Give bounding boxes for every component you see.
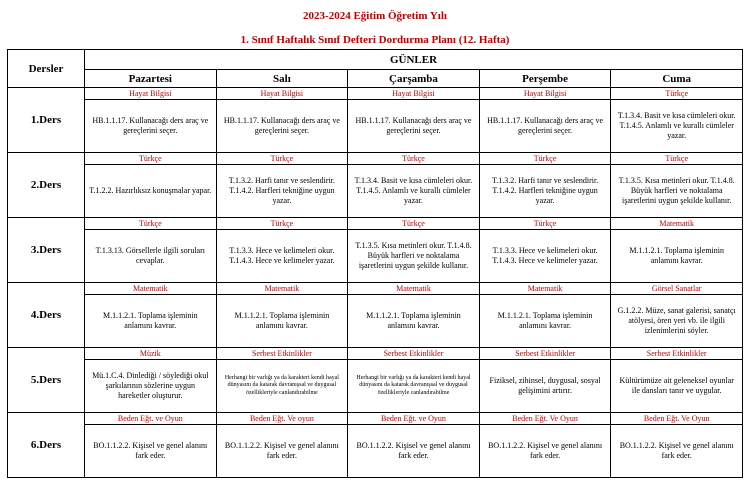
subject-name: Beden Eğt. ve Oyun <box>85 413 216 425</box>
lesson-cell-content <box>85 88 216 152</box>
lesson-cell-content <box>480 153 611 217</box>
subject-name: Hayat Bilgisi <box>85 88 216 100</box>
lesson-cell <box>611 413 743 478</box>
learning-outcome: HB.1.1.17. Kullanacağı ders araç ve gereçlerini seçer. <box>223 116 340 135</box>
lesson-cell <box>611 153 743 218</box>
subject-name: Beden Eğt. Ve oyun <box>217 413 348 425</box>
lesson-cell <box>85 283 217 348</box>
lesson-cell-content <box>480 88 611 152</box>
lesson-cell-content <box>480 218 611 282</box>
subject-name: Serbest Etkinlikler <box>217 348 348 360</box>
learning-outcome: HB.1.1.17. Kullanacağı ders araç ve gereçlerini seçer. <box>355 116 472 135</box>
day-header-friday: Cuma <box>611 70 743 88</box>
lesson-cell-content <box>85 153 216 217</box>
subject-name: Matematik <box>611 218 742 230</box>
subject-name: Matematik <box>480 283 611 295</box>
table-row <box>8 153 743 218</box>
lesson-cell-content <box>85 283 216 347</box>
learning-outcome: Kültürümüze ait geleneksel oyunlar ile dansları tanır ve uygular. <box>619 376 734 395</box>
subject-name: Türkçe <box>348 153 479 165</box>
subject-name: Matematik <box>217 283 348 295</box>
learning-outcome: M.1.1.2.1. Toplama işleminin anlamını kavrar. <box>366 311 461 330</box>
day-header-tuesday: Salı <box>216 70 348 88</box>
lesson-cell-content <box>348 218 479 282</box>
lesson-cell <box>348 283 480 348</box>
lesson-cell-content <box>611 153 742 217</box>
learning-outcome: T.1.2.2. Hazırlıksız konuşmalar yapar. <box>89 186 212 195</box>
table-row <box>8 283 743 348</box>
lesson-cell-content <box>348 283 479 347</box>
lesson-cell <box>216 283 348 348</box>
lesson-cell-content <box>217 153 348 217</box>
subject-name: Serbest Etkinlikler <box>480 348 611 360</box>
table-row <box>8 413 743 478</box>
gunler-header: GÜNLER <box>85 50 743 70</box>
subject-name: Müzik <box>85 348 216 360</box>
learning-outcome: Herhangi bir varlığı ya da karakteri kendi hayal dünyasını da katarak davranışsal ve duygusal özellikleriyle canlandırabilme <box>224 374 339 396</box>
lesson-cell-content <box>217 88 348 152</box>
learning-outcome: BO.1.1.2.2. Kişisel ve genel alanını fark eder. <box>619 441 734 460</box>
lesson-label: 4.Ders <box>8 283 85 348</box>
learning-outcome: M.1.1.2.1. Toplama işleminin anlamını kavrar. <box>629 246 724 265</box>
learning-outcome: Herhangi bir varlığı ya da karakteri kendi hayal dünyasını da katarak davranışsal ve duygusal özellikleriyle canlandırabilme <box>356 374 471 396</box>
learning-outcome: HB.1.1.17. Kullanacağı ders araç ve gereçlerini seçer. <box>487 116 604 135</box>
lesson-cell-content <box>611 283 742 347</box>
lesson-cell <box>216 413 348 478</box>
subject-name: Hayat Bilgisi <box>348 88 479 100</box>
lesson-cell-content <box>85 348 216 412</box>
subject-name: Görsel Sanatlar <box>611 283 742 295</box>
learning-outcome: T.1.3.5. Kısa metinleri okur. T.1.4.8. Büyük harfleri ve noktalama işaretlerini uygun şekilde kullanır. <box>618 176 735 205</box>
lesson-cell <box>85 218 217 283</box>
subject-name: Matematik <box>85 283 216 295</box>
table-row <box>8 88 743 153</box>
lesson-cell <box>348 348 480 413</box>
learning-outcome: T.1.3.4. Basit ve kısa cümleleri okur. T.1.4.5. Anlamlı ve kurallı cümleler yazar. <box>617 111 736 140</box>
learning-outcome: T.1.3.5. Kısa metinleri okur. T.1.4.8. Büyük harfleri ve noktalama işaretlerini uygun şekilde kullanır. <box>355 241 472 270</box>
learning-outcome: M.1.1.2.1. Toplama işleminin anlamını kavrar. <box>234 311 330 330</box>
lesson-cell-content <box>85 413 216 477</box>
lesson-cell <box>85 413 217 478</box>
lesson-cell <box>479 348 611 413</box>
lesson-cell <box>611 283 743 348</box>
day-header-thursday: Perşembe <box>479 70 611 88</box>
learning-outcome: T.1.3.2. Harfi tanır ve seslendirir. T.1.4.2. Harfleri tekniğine uygun yazar. <box>491 176 599 205</box>
schedule-body <box>8 88 743 478</box>
lesson-cell-content <box>611 413 742 477</box>
lesson-label: 3.Ders <box>8 218 85 283</box>
lesson-cell-content <box>348 153 479 217</box>
lesson-cell-content <box>611 88 742 152</box>
subject-name: Hayat Bilgisi <box>480 88 611 100</box>
lesson-cell-content <box>217 283 348 347</box>
subject-name: Türkçe <box>611 88 742 100</box>
lesson-cell <box>216 88 348 153</box>
lesson-cell-content <box>217 348 348 412</box>
learning-outcome: T.1.3.3. Hece ve kelimeleri okur. T.1.4.3. Hece ve kelimeler yazar. <box>492 246 598 265</box>
day-header-wednesday: Çarşamba <box>348 70 480 88</box>
learning-outcome: G.1.2.2. Müze, sanat galerisi, sanatçı atölyesi, ören yeri vb. ile ilgili izlenimlerini söyler. <box>617 306 736 335</box>
lesson-cell-content <box>217 413 348 477</box>
learning-outcome: T.1.3.13. Görsellerle ilgili soruları cevaplar. <box>95 246 205 265</box>
subject-name: Beden Eğt. Ve Oyun <box>480 413 611 425</box>
learning-outcome: M.1.1.2.1. Toplama işleminin anlamını kavrar. <box>497 311 593 330</box>
lesson-label: 5.Ders <box>8 348 85 413</box>
lesson-cell <box>85 88 217 153</box>
table-row <box>8 348 743 413</box>
lesson-cell <box>216 218 348 283</box>
subject-name: Türkçe <box>348 218 479 230</box>
lesson-cell-content <box>480 348 611 412</box>
lesson-cell <box>85 153 217 218</box>
lesson-cell-content <box>217 218 348 282</box>
subject-name: Hayat Bilgisi <box>217 88 348 100</box>
subject-name: Türkçe <box>480 218 611 230</box>
subject-name: Türkçe <box>217 218 348 230</box>
learning-outcome: BO.1.1.2.2. Kişisel ve genel alanını fark eder. <box>488 441 603 460</box>
subject-name: Beden Eğt. Ve Oyun <box>611 413 742 425</box>
table-row <box>8 218 743 283</box>
lesson-cell <box>479 413 611 478</box>
lesson-cell <box>348 88 480 153</box>
schedule-table <box>7 49 743 478</box>
lesson-cell <box>216 348 348 413</box>
document-title: 2023-2024 Eğitim Öğretim Yılı <box>303 10 447 22</box>
learning-outcome: Mü.1.C.4. Dinlediği / söylediği okul şarkılarının sözlerine uygun hareketler oluşturur. <box>92 371 209 400</box>
subject-name: Türkçe <box>480 153 611 165</box>
learning-outcome: HB.1.1.17. Kullanacağı ders araç ve gereçlerini seçer. <box>92 116 209 135</box>
document-subtitle: 1. Sınıf Haftalık Sınıf Defteri Dordurma Planı (12. Hafta) <box>240 34 510 46</box>
subject-name: Türkçe <box>217 153 348 165</box>
lesson-cell <box>85 348 217 413</box>
subject-name: Beden Eğt. ve Oyun <box>348 413 479 425</box>
lesson-cell <box>348 413 480 478</box>
day-header-monday: Pazartesi <box>85 70 217 88</box>
dersler-header: Dersler <box>8 50 85 88</box>
lesson-cell <box>216 153 348 218</box>
learning-outcome: T.1.3.4. Basit ve kısa cümleleri okur. T.1.4.5. Anlamlı ve kurallı cümleler yazar. <box>354 176 473 205</box>
subject-name: Serbest Etkinlikler <box>348 348 479 360</box>
lesson-label: 1.Ders <box>8 88 85 153</box>
learning-outcome: BO.1.1.2.2. Kişisel ve genel alanını fark eder. <box>93 441 208 460</box>
lesson-cell <box>611 348 743 413</box>
lesson-cell <box>479 218 611 283</box>
lesson-cell-content <box>348 413 479 477</box>
lesson-cell <box>348 153 480 218</box>
lesson-cell <box>611 88 743 153</box>
lesson-label: 6.Ders <box>8 413 85 478</box>
lesson-cell-content <box>611 348 742 412</box>
learning-outcome: T.1.3.2. Harfi tanır ve seslendirir. T.1.4.2. Harfleri tekniğine uygun yazar. <box>228 176 336 205</box>
subject-name: Serbest Etkinlikler <box>611 348 742 360</box>
lesson-cell <box>348 218 480 283</box>
learning-outcome: T.1.3.3. Hece ve kelimeleri okur. T.1.4.3. Hece ve kelimeler yazar. <box>229 246 335 265</box>
subject-name: Türkçe <box>85 153 216 165</box>
lesson-cell <box>479 283 611 348</box>
subject-name: Türkçe <box>611 153 742 165</box>
lesson-cell <box>479 153 611 218</box>
lesson-cell <box>479 88 611 153</box>
lesson-cell-content <box>611 218 742 282</box>
subject-name: Matematik <box>348 283 479 295</box>
learning-outcome: M.1.1.2.1. Toplama işleminin anlamını kavrar. <box>102 311 198 330</box>
lesson-cell-content <box>480 283 611 347</box>
lesson-cell-content <box>85 218 216 282</box>
lesson-cell <box>611 218 743 283</box>
lesson-cell-content <box>348 348 479 412</box>
lesson-label: 2.Ders <box>8 153 85 218</box>
lesson-cell-content <box>348 88 479 152</box>
learning-outcome: BO.1.1.2.2. Kişisel ve genel alanını fark eder. <box>224 441 339 460</box>
learning-outcome: Fiziksel, zihinsel, duygusal, sosyal gelişimini artırır. <box>489 376 601 395</box>
subject-name: Türkçe <box>85 218 216 230</box>
learning-outcome: BO.1.1.2.2. Kişisel ve genel alanını fark eder. <box>356 441 471 460</box>
lesson-cell-content <box>480 413 611 477</box>
